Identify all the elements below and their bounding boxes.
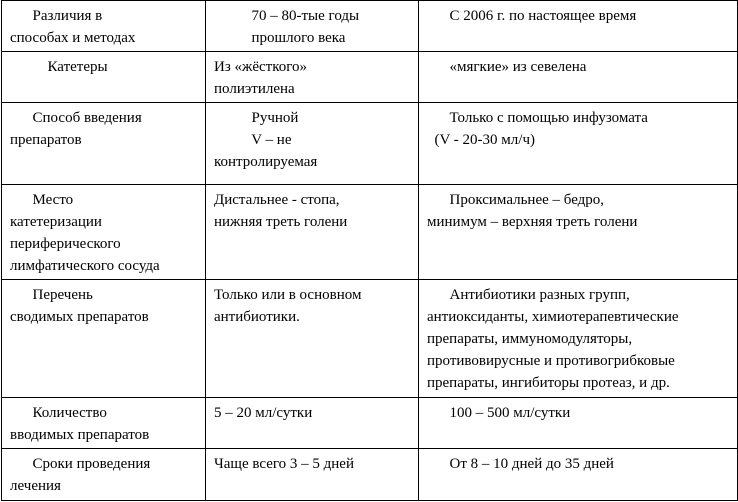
cell-line: Из «жёсткого» bbox=[214, 59, 308, 75]
cell-line: Количество bbox=[10, 405, 107, 421]
cell-line: Сроки проведения bbox=[10, 456, 151, 472]
past-method-cell bbox=[206, 185, 419, 280]
cell-line: сводимых препаратов bbox=[10, 309, 149, 325]
cell-line: Ручной bbox=[214, 110, 299, 126]
cell-line: (V - 20-30 мл/ч) bbox=[427, 132, 535, 148]
cell-line: 5 – 20 мл/сутки bbox=[214, 405, 313, 421]
past-method-cell bbox=[206, 398, 419, 449]
row-header-cell bbox=[2, 1, 206, 52]
cell-line: Способ введения bbox=[10, 110, 142, 126]
cell-line: прошлого века bbox=[214, 30, 346, 46]
row-header-cell bbox=[2, 280, 206, 398]
cell-line: минимум – верхняя треть голени bbox=[427, 214, 638, 230]
current-method-cell bbox=[419, 185, 738, 280]
table-row bbox=[2, 103, 738, 185]
cell-line: антиоксиданты, химиотерапевтические bbox=[427, 309, 679, 325]
cell-line: Место bbox=[10, 192, 74, 208]
cell-line: Только с помощью инфузомата bbox=[427, 110, 648, 126]
table-row bbox=[2, 280, 738, 398]
row-header-cell bbox=[2, 185, 206, 280]
past-method-cell bbox=[206, 280, 419, 398]
cell-line: лечения bbox=[10, 478, 61, 494]
current-method-cell bbox=[419, 449, 738, 501]
cell-line: Антибиотики разных групп, bbox=[427, 287, 630, 303]
past-method-cell bbox=[206, 1, 419, 52]
current-method-cell bbox=[419, 52, 738, 103]
cell-line: препаратов bbox=[10, 132, 82, 148]
cell-line: контролируемая bbox=[214, 154, 318, 170]
row-header-cell bbox=[2, 398, 206, 449]
current-method-cell bbox=[419, 398, 738, 449]
cell-line: 100 – 500 мл/сутки bbox=[427, 405, 571, 421]
cell-line: Чаще всего 3 – 5 дней bbox=[214, 456, 354, 472]
table-row bbox=[2, 1, 738, 52]
cell-line: Катетеры bbox=[10, 59, 108, 75]
cell-line: Перечень bbox=[10, 287, 93, 303]
cell-line: V – не bbox=[214, 132, 292, 148]
cell-line: нижняя треть голени bbox=[214, 214, 348, 230]
row-header-cell bbox=[2, 103, 206, 185]
cell-line: От 8 – 10 дней до 35 дней bbox=[427, 456, 614, 472]
cell-line: антибиотики. bbox=[214, 309, 300, 325]
past-method-cell bbox=[206, 52, 419, 103]
cell-line: способах и методах bbox=[10, 30, 136, 46]
cell-line: Проксимальнее – бедро, bbox=[427, 192, 605, 208]
cell-line: Дистальнее - стопа, bbox=[214, 192, 340, 208]
table-row bbox=[2, 52, 738, 103]
current-method-cell bbox=[419, 280, 738, 398]
cell-line: С 2006 г. по настоящее время bbox=[427, 8, 637, 24]
cell-line: периферического bbox=[10, 236, 121, 252]
comparison-table bbox=[1, 0, 738, 501]
cell-line: противовирусные и противогрибковые bbox=[427, 353, 675, 369]
cell-line: катетеризации bbox=[10, 214, 102, 230]
current-method-cell bbox=[419, 103, 738, 185]
cell-line: «мягкие» из севелена bbox=[427, 59, 587, 75]
row-header-cell bbox=[2, 449, 206, 501]
cell-line: полиэтилена bbox=[214, 81, 295, 97]
table-row bbox=[2, 398, 738, 449]
cell-line: лимфатического сосуда bbox=[10, 258, 160, 274]
current-method-cell bbox=[419, 1, 738, 52]
past-method-cell bbox=[206, 103, 419, 185]
cell-line: 70 – 80-тые годы bbox=[214, 8, 360, 24]
table-row bbox=[2, 449, 738, 501]
row-header-cell bbox=[2, 52, 206, 103]
cell-line: вводимых препаратов bbox=[10, 427, 150, 443]
cell-line: препараты, иммуномодуляторы, bbox=[427, 331, 633, 347]
table-row bbox=[2, 185, 738, 280]
cell-line: Различия в bbox=[10, 8, 103, 24]
cell-line: Только или в основном bbox=[214, 287, 362, 303]
cell-line: препараты, ингибиторы протеаз, и др. bbox=[427, 375, 670, 391]
past-method-cell bbox=[206, 449, 419, 501]
